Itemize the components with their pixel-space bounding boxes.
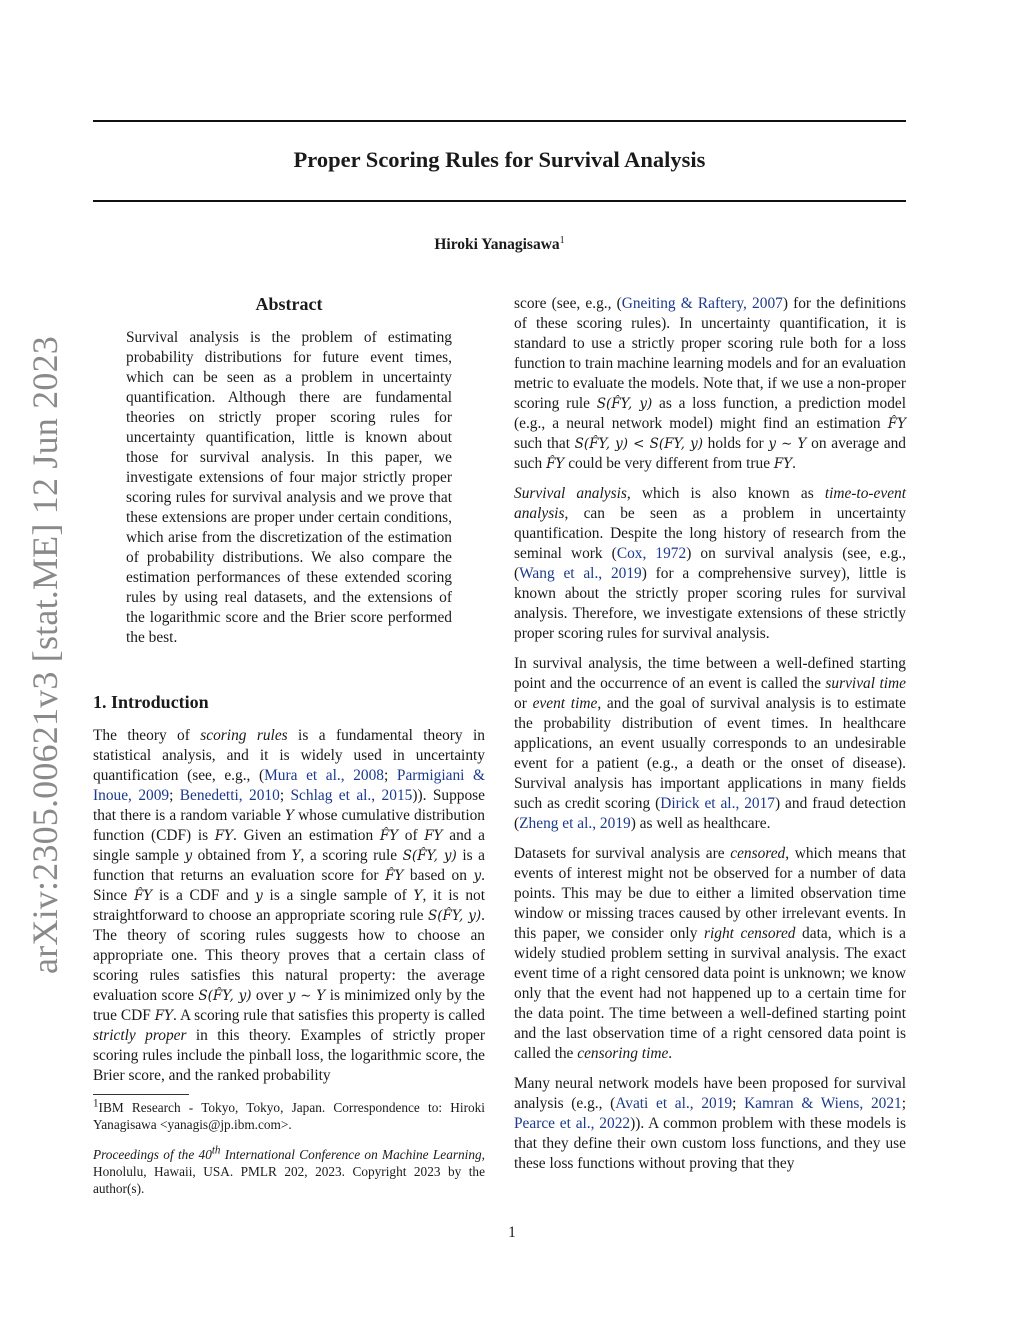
paper-title: Proper Scoring Rules for Survival Analysis (293, 147, 706, 172)
intro-paragraph-1: The theory of scoring rules is a fundamental theory in statistical analysis, and it is widely used in uncertainty quantification (see, e.g., (Mura et al., 2008; Parmigiani & Inoue, 2009; Benedetti, 2010; Schlag et al., 2015)). Suppose that there is a random variable Y whose cumulative distribution function (CDF) is FY. Given an estimation F̂Y of FY and a single sample y obtained from Y, a scoring rule S(F̂Y, y) is a function that returns an evaluation score for F̂Y based on y. Since F̂Y is a CDF and y is a single sample of Y, it is not straightforward to choose an appropriate scoring rule S(F̂Y, y). The theory of scoring rules suggests how to choose an appropriate one. This theory proves that a certain class of scoring rules satisfies this natural property: the average evaluation score S(F̂Y, y) over y ∼ Y is minimized only by the true CDF FY. A scoring rule that satisfies this property is called strictly proper in this theory. Examples of strictly proper scoring rules include the pinball loss, the logarithmic score, the Brier score, and the ranked probability (93, 727, 486, 1084)
math-inline: Y (291, 848, 301, 864)
math-inline: y (473, 868, 482, 884)
abstract-paragraph: Survival analysis is the problem of estimating probability distributions for future event times, which can be seen as a problem in uncertainty quantification. Although there are fundamental theories on strictly proper scoring rules for uncertainty quantification, little is known about those for survival analysis. In this paper, we investigate extensions of four major strictly proper scoring rules for survival analysis and we prove that these extensions are proper under certain conditions, which arise from the discretization of the estimation of probability distributions. We also compare the estimation performances of these extended scoring rules by using real datasets, and the extensions of the logarithmic score and the Brier score performed the best. (126, 329, 452, 646)
author-affiliation-mark: 1 (559, 235, 565, 246)
math-inline: S(F̂Y, y) (427, 908, 482, 924)
abstract-text (126, 328, 452, 648)
math-inline: S(F̂Y, y) (198, 988, 252, 1004)
citation-link[interactable]: Schlag et al., 2015 (290, 787, 413, 804)
page-number: 1 (508, 1224, 516, 1241)
right-paragraph-4: Datasets for survival analysis are censored, which means that events of interest might not be observed for a number of data points. This may be due to either a limited observation time window or missing traces caused by other irrelevant events. In this paper, we consider only right censored data, which is a widely studied problem setting in survival analysis. The exact event time of a right censored data point is unknown; we know only that the event had not happened up to a certain time for the data point. The time between a well-defined starting point and the last observation time of a right censored data point is called the censoring time. (514, 845, 907, 1062)
author-line (93, 235, 906, 255)
citation-link[interactable]: Cox, 1972 (616, 545, 687, 562)
citation-link[interactable]: Dirick et al., 2017 (660, 795, 775, 812)
citation-link[interactable]: Zheng et al., 2019 (519, 815, 631, 832)
math-inline: y (184, 848, 193, 864)
footnote-divider (93, 1094, 189, 1095)
citation-link[interactable]: Pearce et al., 2022 (514, 1115, 631, 1132)
math-inline: S(F̂Y, y) < S(FY, y) (574, 436, 703, 452)
math-inline: F̂Y (546, 456, 565, 472)
citation-link[interactable]: Gneiting & Raftery, 2007 (621, 295, 783, 312)
footnote-proceedings: Proceedings of the 40th International Conference on Machine Learning, Honolulu, Hawaii, USA. PMLR 202, 2023. Copyright 2023 by the author(s). (93, 1144, 485, 1196)
math-inline: FY (154, 1008, 174, 1024)
citation-link[interactable]: Wang et al., 2019 (519, 565, 642, 582)
math-inline: Y (285, 808, 295, 824)
section-heading-introduction: 1. Introduction (93, 692, 209, 712)
right-paragraph-2: Survival analysis, which is also known as time-to-event analysis, can be seen as a problem in uncertainty quantification. Despite the long history of research from the seminal work (Cox, 1972) on survival analysis (see, e.g., (Wang et al., 2019) for a comprehensive survey), little is known about the strictly proper scoring rules for survival analysis. Therefore, we investigate extensions of these strictly proper scoring rules for survival analysis. (514, 485, 906, 642)
right-paragraph-5: Many neural network models have been proposed for survival analysis (e.g., (Avati et al., 2019; Kamran & Wiens, 2021; Pearce et al., 2022)). A common problem with these models is that they define their own custom loss functions, and they use these loss functions without proving that they (514, 1075, 907, 1172)
math-inline: FY (773, 456, 793, 472)
math-inline: FY (214, 828, 234, 844)
math-inline: S(F̂Y, y) (402, 848, 457, 864)
math-inline: F̂Y (385, 868, 404, 884)
math-inline: y ∼ Y (768, 436, 807, 452)
citation-link[interactable]: Avati et al., 2019 (615, 1095, 733, 1112)
citation-link[interactable]: Kamran & Wiens, 2021 (744, 1095, 902, 1112)
citation-link[interactable]: Benedetti, 2010 (179, 787, 280, 804)
citation-link[interactable]: Mura et al., 2008 (264, 767, 384, 784)
citation-link[interactable]: Parmigiani & Inoue, 2009 (93, 767, 486, 804)
math-inline: Y (413, 888, 423, 904)
title-rule-top (93, 120, 906, 122)
math-inline: F̂Y (379, 828, 399, 844)
math-inline: y (255, 888, 263, 904)
footnotes (93, 1099, 485, 1197)
right-paragraph-1: score (see, e.g., (Gneiting & Raftery, 2007) for the definitions of these scoring rules). In uncertainty quantification, it is standard to use a strictly proper scoring rule both for a loss function to train machine learning models and for an evaluation metric to evaluate the models. Note that, if we use a non-proper scoring rule S(F̂Y, y) as a loss function, a prediction model (e.g., a neural network model) might find an estimation F̂Y such that S(F̂Y, y) < S(FY, y) holds for y ∼ Y on average and such F̂Y could be very different from true FY. (514, 295, 906, 472)
author-name: Hiroki Yanagisawa (434, 236, 560, 253)
math-inline: y ∼ Y (287, 988, 326, 1004)
math-inline: S(F̂Y, y) (596, 396, 653, 412)
math-inline: FY (424, 828, 443, 844)
math-inline: F̂Y (133, 888, 153, 904)
right-column-text (514, 294, 906, 1184)
math-inline: F̂Y (887, 416, 906, 432)
title-rule-bottom (93, 200, 906, 202)
right-paragraph-3: In survival analysis, the time between a well-defined starting point and the occurrence of an event is called the survival time or event time, and the goal of survival analysis is to estimate the probability distribution of event times. In healthcare applications, an event usually corresponds to an undesirable event for a patient (e.g., a death or the onset of disease). Survival analysis has important applications in many fields such as credit scoring (Dirick et al., 2017) and fraud detection (Zheng et al., 2019) as well as healthcare. (514, 655, 906, 832)
introduction-text (93, 726, 485, 1086)
arxiv-identifier: arXiv:2305.00621v3 [stat.ME] 12 Jun 2023 (25, 336, 65, 974)
footnote-affiliation: $^1$IBM Research - Tokyo, Tokyo, Japan. Correspondence to: Hiroki Yanagisawa <yanagis@jp.ibm.com>. (93, 1097, 485, 1132)
abstract-heading: Abstract (255, 294, 323, 314)
